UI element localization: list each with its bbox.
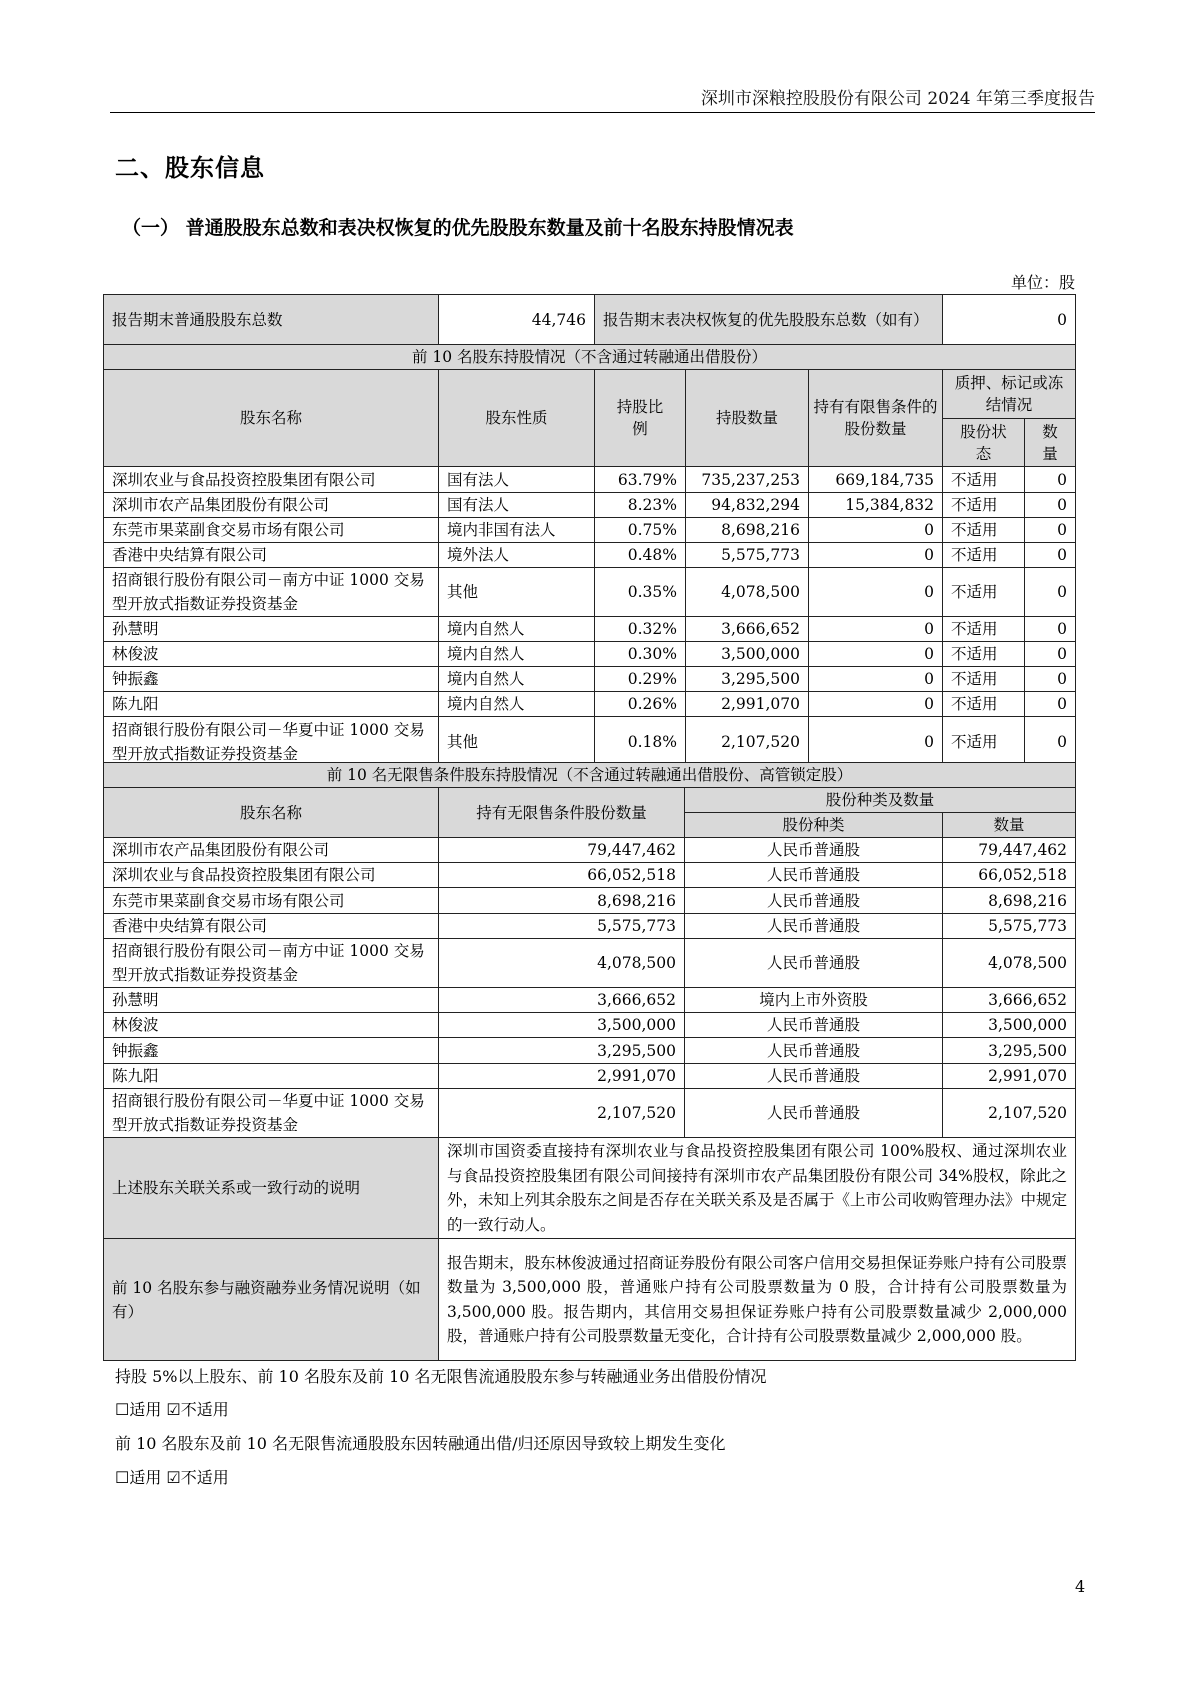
- share-class: 人民币普通股: [685, 1013, 943, 1038]
- share-class: 人民币普通股: [685, 1038, 943, 1064]
- table-row: [104, 939, 1076, 988]
- relation-label: 上述股东关联关系或一致行动的说明: [104, 1138, 439, 1239]
- col-header-restricted: 持有有限售条件的股份数量: [809, 370, 943, 467]
- col-header-pledge-group: 质押、标记或冻结情况: [943, 370, 1076, 419]
- table-row: [104, 888, 1076, 914]
- holder-name: 香港中央结算有限公司: [104, 914, 439, 939]
- table-row: [104, 667, 1076, 692]
- holder-name: 东莞市果菜副食交易市场有限公司: [104, 518, 439, 543]
- share-qty: 5,575,773: [943, 914, 1076, 939]
- pledge-status: 不适用: [943, 518, 1025, 543]
- pledge-qty: 0: [1025, 518, 1076, 543]
- col-header-name: 股东名称: [104, 370, 439, 467]
- applicable-checkbox: ☐适用 ☑不适用: [115, 1400, 229, 1419]
- margin-text: 报告期末，股东林俊波通过招商证券股份有限公司客户信用交易担保证券账户持有公司股票数量为 3,500,000 股，普通账户持有公司股票数量为 0 股，合计持有公司股票数量为 3,500,000 股。报告期内，其信用交易担保证券账户持有公司股票数量减少 2,000,000 股，普通账户持有公司股票数量无变化，合计持有公司股票数量减少 2,000,000 股。: [439, 1239, 1076, 1361]
- holder-name: 招商银行股份有限公司－南方中证 1000 交易型开放式指数证券投资基金: [104, 568, 439, 617]
- share-qty: 2,107,520: [943, 1089, 1076, 1138]
- unrestricted-shares: 5,575,773: [439, 914, 685, 939]
- unrestricted-shares: 4,078,500: [439, 939, 685, 988]
- pledge-qty: 0: [1025, 667, 1076, 692]
- holder-nature: 境内非国有法人: [439, 518, 595, 543]
- share-qty: 79,447,462: [943, 838, 1076, 863]
- holder-ratio: 0.18%: [595, 717, 686, 767]
- pledge-qty: 0: [1025, 467, 1076, 493]
- header-rule: [110, 112, 1095, 113]
- col-header-class: 股份种类: [685, 813, 943, 838]
- holder-ratio: 8.23%: [595, 493, 686, 518]
- share-class: 境内上市外资股: [685, 988, 943, 1013]
- table-row: [104, 642, 1076, 667]
- col-header-pledge-qty: 数量: [1025, 419, 1076, 467]
- share-qty: 3,500,000: [943, 1013, 1076, 1038]
- table-row: [104, 568, 1076, 617]
- holder-name: 深圳农业与食品投资控股集团有限公司: [104, 863, 439, 888]
- share-qty: 8,698,216: [943, 888, 1076, 914]
- relation-note-row: [104, 1138, 1076, 1239]
- holder-nature: 境内自然人: [439, 642, 595, 667]
- unrestricted-shares: 66,052,518: [439, 863, 685, 888]
- holder-name: 香港中央结算有限公司: [104, 543, 439, 568]
- holder-name: 招商银行股份有限公司－华夏中证 1000 交易型开放式指数证券投资基金: [104, 1089, 439, 1138]
- holder-shares: 4,078,500: [686, 568, 809, 617]
- holder-restricted: 669,184,735: [809, 467, 943, 493]
- col-header-nature: 股东性质: [439, 370, 595, 467]
- holder-name: 招商银行股份有限公司－南方中证 1000 交易型开放式指数证券投资基金: [104, 939, 439, 988]
- holder-shares: 3,500,000: [686, 642, 809, 667]
- table-row: [104, 863, 1076, 888]
- common-holders-value: 44,746: [439, 295, 595, 345]
- relation-text: 深圳市国资委直接持有深圳农业与食品投资控股集团有限公司 100%股权、通过深圳农业与食品投资控股集团有限公司间接持有深圳市农产品集团股份有限公司 34%股权，除此之外，未知上列其余股东之间是否存在关联关系及是否属于《上市公司收购管理办法》中规定的一致行动人。: [439, 1138, 1076, 1239]
- holder-shares: 3,295,500: [686, 667, 809, 692]
- page-number: 4: [1075, 1577, 1086, 1596]
- share-qty: 66,052,518: [943, 863, 1076, 888]
- holder-restricted: 0: [809, 717, 943, 767]
- holder-restricted: 0: [809, 617, 943, 642]
- unit-label: 单位：股: [1010, 273, 1075, 292]
- pledge-status: 不适用: [943, 717, 1025, 767]
- holder-ratio: 0.35%: [595, 568, 686, 617]
- pledge-status: 不适用: [943, 642, 1025, 667]
- col-header-class-group: 股份种类及数量: [685, 788, 1076, 813]
- securities-lending-applicability: [115, 1397, 229, 1420]
- pledge-status: 不适用: [943, 617, 1025, 642]
- summary-row: [104, 295, 1076, 345]
- lending-change-applicability: [115, 1465, 229, 1488]
- holder-name: 深圳市农产品集团股份有限公司: [104, 838, 439, 863]
- holder-shares: 5,575,773: [686, 543, 809, 568]
- col-header-ratio: 持股比例: [595, 370, 686, 467]
- share-qty: 4,078,500: [943, 939, 1076, 988]
- table-row: [104, 1089, 1076, 1138]
- table-row: [104, 838, 1076, 863]
- holder-name: 深圳农业与食品投资控股集团有限公司: [104, 467, 439, 493]
- holder-ratio: 0.29%: [595, 667, 686, 692]
- share-qty: 3,666,652: [943, 988, 1076, 1013]
- pledge-status: 不适用: [943, 543, 1025, 568]
- holder-ratio: 0.32%: [595, 617, 686, 642]
- holder-shares: 94,832,294: [686, 493, 809, 518]
- pledge-status: 不适用: [943, 692, 1025, 717]
- margin-note-row: [104, 1239, 1076, 1361]
- holder-nature: 国有法人: [439, 493, 595, 518]
- pledge-qty: 0: [1025, 568, 1076, 617]
- preferred-holders-value: 0: [943, 295, 1076, 345]
- holder-nature: 境外法人: [439, 543, 595, 568]
- pledge-qty: 0: [1025, 717, 1076, 767]
- holder-shares: 2,991,070: [686, 692, 809, 717]
- pledge-status: 不适用: [943, 493, 1025, 518]
- table-row: [104, 692, 1076, 717]
- holder-name: 陈九阳: [104, 692, 439, 717]
- share-class: 人民币普通股: [685, 914, 943, 939]
- unrestricted-shares: 3,666,652: [439, 988, 685, 1013]
- common-holders-label: 报告期末普通股股东总数: [104, 295, 439, 345]
- table-row: [104, 1013, 1076, 1038]
- table-row: [104, 543, 1076, 568]
- pledge-qty: 0: [1025, 642, 1076, 667]
- holder-restricted: 0: [809, 568, 943, 617]
- unrestricted-holder-table: [103, 762, 1076, 1361]
- share-class: 人民币普通股: [685, 1064, 943, 1089]
- unrestricted-section-label: 前 10 名无限售条件股东持股情况（不含通过转融通出借股份、高管锁定股）: [104, 763, 1076, 788]
- pledge-qty: 0: [1025, 493, 1076, 518]
- unrestricted-shares: 2,107,520: [439, 1089, 685, 1138]
- preferred-holders-label: 报告期末表决权恢复的优先股股东总数（如有）: [595, 295, 943, 345]
- holder-name: 陈九阳: [104, 1064, 439, 1089]
- holder-restricted: 0: [809, 543, 943, 568]
- table-row: [104, 717, 1076, 767]
- lending-change-heading: 前 10 名股东及前 10 名无限售流通股股东因转融通出借/归还原因导致较上期发生变化: [115, 1434, 726, 1453]
- holder-name: 招商银行股份有限公司－华夏中证 1000 交易型开放式指数证券投资基金: [104, 717, 439, 767]
- pledge-qty: 0: [1025, 617, 1076, 642]
- unrestricted-shares: 8,698,216: [439, 888, 685, 914]
- margin-label: 前 10 名股东参与融资融券业务情况说明（如有）: [104, 1239, 439, 1361]
- unrestricted-shares: 3,295,500: [439, 1038, 685, 1064]
- col-header-qty: 数量: [943, 813, 1076, 838]
- col-header-pledge-status: 股份状态: [943, 419, 1025, 467]
- holder-name: 东莞市果菜副食交易市场有限公司: [104, 888, 439, 914]
- holder-name: 孙慧明: [104, 988, 439, 1013]
- table-row: [104, 988, 1076, 1013]
- table-row: [104, 617, 1076, 642]
- holder-restricted: 0: [809, 518, 943, 543]
- holder-ratio: 0.75%: [595, 518, 686, 543]
- holder-name: 林俊波: [104, 1013, 439, 1038]
- holder-restricted: 0: [809, 667, 943, 692]
- holder-restricted: 15,384,832: [809, 493, 943, 518]
- col-header-shares: 持股数量: [686, 370, 809, 467]
- holder-name: 深圳市农产品集团股份有限公司: [104, 493, 439, 518]
- col-header-unrestricted-shares: 持有无限售条件股份数量: [439, 788, 685, 838]
- share-class: 人民币普通股: [685, 863, 943, 888]
- holder-nature: 境内自然人: [439, 667, 595, 692]
- share-class: 人民币普通股: [685, 838, 943, 863]
- holder-name: 孙慧明: [104, 617, 439, 642]
- holder-ratio: 0.26%: [595, 692, 686, 717]
- holder-nature: 其他: [439, 717, 595, 767]
- table-row: [104, 1064, 1076, 1089]
- holder-shares: 735,237,253: [686, 467, 809, 493]
- shareholder-table: [103, 294, 1076, 767]
- table-row: [104, 518, 1076, 543]
- holder-restricted: 0: [809, 692, 943, 717]
- share-class: 人民币普通股: [685, 1089, 943, 1138]
- holder-name: 林俊波: [104, 642, 439, 667]
- holder-shares: 2,107,520: [686, 717, 809, 767]
- holder-shares: 8,698,216: [686, 518, 809, 543]
- pledge-qty: 0: [1025, 692, 1076, 717]
- holder-ratio: 0.48%: [595, 543, 686, 568]
- pledge-status: 不适用: [943, 467, 1025, 493]
- top10-section-label: 前 10 名股东持股情况（不含通过转融通出借股份）: [104, 345, 1076, 370]
- holder-nature: 境内自然人: [439, 692, 595, 717]
- table-row: [104, 467, 1076, 493]
- holder-name: 钟振鑫: [104, 667, 439, 692]
- holder-name: 钟振鑫: [104, 1038, 439, 1064]
- pledge-status: 不适用: [943, 667, 1025, 692]
- pledge-qty: 0: [1025, 543, 1076, 568]
- share-class: 人民币普通股: [685, 939, 943, 988]
- unrestricted-shares: 79,447,462: [439, 838, 685, 863]
- section-title: 二、股东信息: [115, 154, 265, 182]
- table-row: [104, 493, 1076, 518]
- holder-ratio: 0.30%: [595, 642, 686, 667]
- holder-restricted: 0: [809, 642, 943, 667]
- table-row: [104, 914, 1076, 939]
- unrestricted-shares: 3,500,000: [439, 1013, 685, 1038]
- share-qty: 3,295,500: [943, 1038, 1076, 1064]
- holder-nature: 其他: [439, 568, 595, 617]
- holder-nature: 境内自然人: [439, 617, 595, 642]
- table-row: [104, 1038, 1076, 1064]
- securities-lending-heading: 持股 5%以上股东、前 10 名股东及前 10 名无限售流通股股东参与转融通业务出借股份情况: [115, 1367, 767, 1386]
- subsection-title: （一） 普通股股东总数和表决权恢复的优先股股东数量及前十名股东持股情况表: [122, 217, 794, 239]
- holder-shares: 3,666,652: [686, 617, 809, 642]
- share-qty: 2,991,070: [943, 1064, 1076, 1089]
- running-header: 深圳市深粮控股股份有限公司 2024 年第三季度报告: [700, 89, 1095, 109]
- col-header-name: 股东名称: [104, 788, 439, 838]
- share-class: 人民币普通股: [685, 888, 943, 914]
- unrestricted-shares: 2,991,070: [439, 1064, 685, 1089]
- applicable-checkbox: ☐适用 ☑不适用: [115, 1468, 229, 1487]
- holder-nature: 国有法人: [439, 467, 595, 493]
- pledge-status: 不适用: [943, 568, 1025, 617]
- holder-ratio: 63.79%: [595, 467, 686, 493]
